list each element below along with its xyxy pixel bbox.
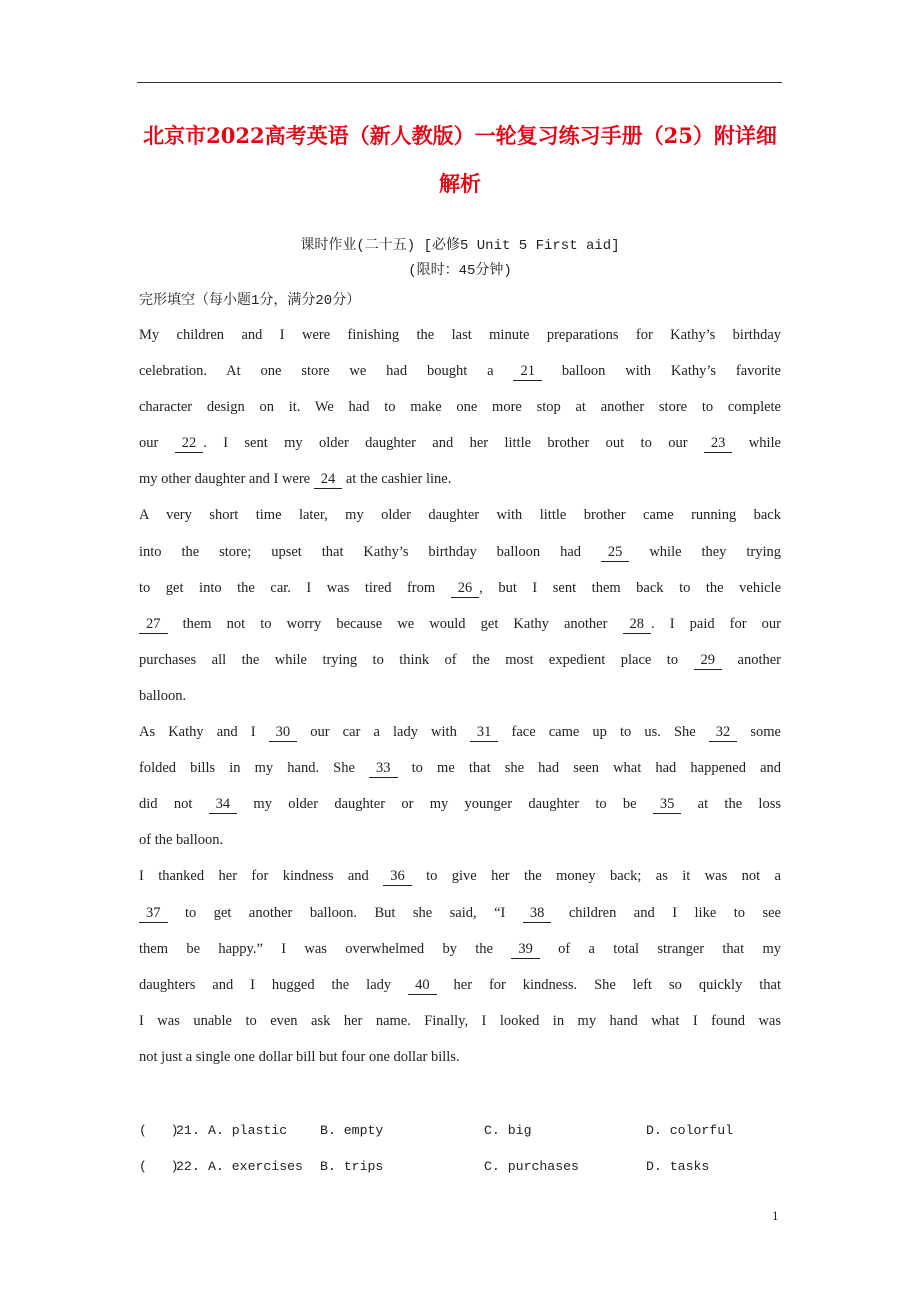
passage-text: my older daughter or my younger daughter to be (237, 796, 653, 813)
answer-blank-40: 40 (408, 976, 437, 995)
passage-text: while (732, 435, 781, 452)
passage-text: into the store; upset that Kathy’s birthday balloon had (139, 543, 601, 560)
question-22-number: 22. (176, 1159, 200, 1174)
answer-blank-30: 30 (269, 723, 298, 742)
question-21-option-d: D. colorful (646, 1123, 734, 1138)
passage-text: A very short time later, my older daughter with little brother came running back (139, 507, 781, 524)
passage-text: I thanked her for kindness and (139, 868, 384, 885)
passage-line (139, 865, 781, 901)
passage-line (139, 1046, 781, 1082)
passage-line (139, 974, 781, 1010)
passage-line (139, 685, 781, 721)
passage-text: to get into the car. I was tired from (139, 579, 451, 596)
passage-line (139, 938, 781, 974)
question-22-option-a: A. exercises (208, 1159, 303, 1174)
passage-text: while they trying (629, 543, 781, 560)
passage-text: celebration. At one store we had bought a (139, 363, 514, 380)
passage-text: purchases all the while trying to think of the most expedient place to (139, 651, 694, 668)
passage-line (139, 541, 781, 577)
cloze-passage (139, 324, 781, 1082)
passage-line (139, 649, 781, 685)
answer-blank-28: 28 (623, 615, 652, 634)
passage-line (139, 396, 781, 432)
question-21-answer-bracket: ( ) (139, 1123, 179, 1138)
passage-text: of the balloon. (139, 832, 224, 849)
passage-text: did not (139, 796, 209, 813)
question-21-option-c: C. big (484, 1123, 532, 1138)
answer-blank-22: 22 (175, 434, 204, 453)
passage-line (139, 902, 781, 938)
passage-text: another (722, 651, 781, 668)
answer-blank-26: 26 (451, 579, 480, 598)
answer-blank-39: 39 (511, 940, 540, 959)
answer-blank-38: 38 (523, 904, 552, 923)
answer-blank-31: 31 (470, 723, 499, 742)
passage-text: My children and I were finishing the last minute preparations for Kathy’s birthday (139, 327, 781, 343)
passage-line (139, 432, 781, 468)
section-label: 完形填空（每小题1分，满分20分） (139, 293, 361, 309)
passage-text: not just a single one dollar bill but four one dollar bills. (139, 1048, 460, 1065)
header-rule (137, 82, 782, 83)
answer-blank-21: 21 (513, 362, 542, 381)
answer-blank-27: 27 (139, 615, 168, 634)
question-22-answer-bracket: ( ) (139, 1159, 179, 1174)
passage-line (139, 360, 781, 396)
passage-line (139, 468, 781, 504)
question-21-number: 21. (176, 1123, 200, 1138)
answer-blank-32: 32 (709, 723, 738, 742)
passage-text: to give her the money back; as it was not a (411, 868, 781, 885)
passage-line (139, 1010, 781, 1046)
passage-text: our car a lady with (297, 724, 470, 741)
question-22-option-b: B. trips (320, 1159, 384, 1174)
answer-blank-34: 34 (209, 795, 238, 814)
time-limit: (限时：45分钟) (408, 263, 512, 279)
passage-text: daughters and I hugged the lady (139, 976, 409, 993)
answer-blank-37: 37 (139, 904, 168, 923)
answer-blank-35: 35 (653, 795, 682, 814)
passage-text: at the cashier line. (342, 471, 452, 488)
question-21-option-b: B. empty (320, 1123, 384, 1138)
lesson-subtitle: 课时作业(二十五) [必修5 Unit 5 First aid] (300, 238, 620, 254)
passage-text: some (737, 724, 781, 741)
question-row (139, 1121, 733, 1141)
passage-line (139, 613, 781, 649)
passage-text: children and I like to see (551, 904, 781, 921)
answer-blank-29: 29 (694, 651, 723, 670)
passage-text: our (139, 435, 175, 452)
question-22-option-c: C. purchases (484, 1159, 579, 1174)
passage-text: character design on it. We had to make one more stop at another store to complete (139, 399, 781, 416)
passage-line (139, 577, 781, 613)
passage-text: I was unable to even ask her name. Finally, I looked in my hand what I found was (139, 1012, 781, 1029)
question-21-option-a: A. plastic (208, 1123, 288, 1138)
passage-line (139, 829, 781, 865)
document-title-line-2: 解析 (439, 171, 481, 196)
passage-line (139, 721, 781, 757)
question-row (139, 1157, 709, 1177)
passage-text: . I sent my older daughter and her little brother out to our (203, 435, 704, 452)
passage-text: , but I sent them back to the vehicle (479, 579, 781, 596)
passage-line (139, 504, 781, 540)
answer-blank-25: 25 (601, 543, 630, 562)
passage-text: them be happy.” I was overwhelmed by the (139, 940, 512, 957)
passage-text: of a total stranger that my (539, 940, 781, 957)
document-title-line-1: 北京市2022高考英语（新人教版）一轮复习练习手册（25）附详细 (143, 123, 777, 148)
passage-text: As Kathy and I (139, 724, 269, 741)
passage-text: them not to worry because we would get Kathy another (167, 615, 623, 632)
passage-text: to me that she had seen what had happened and (397, 760, 782, 777)
answer-blank-36: 36 (383, 867, 412, 886)
passage-text: balloon with Kathy’s favorite (541, 363, 781, 380)
passage-text: face came up to us. She (498, 724, 709, 741)
passage-line (139, 757, 781, 793)
answer-blank-24: 24 (314, 470, 343, 489)
answer-blank-33: 33 (369, 759, 398, 778)
passage-text: at the loss (681, 796, 781, 813)
passage-text: her for kindness. She left so quickly that (436, 976, 781, 993)
passage-text: balloon. (139, 687, 187, 704)
passage-text: my other daughter and I were (139, 471, 314, 488)
answer-blank-23: 23 (704, 434, 733, 453)
passage-text: . I paid for our (651, 615, 781, 632)
passage-text: folded bills in my hand. She (139, 760, 370, 777)
passage-text: to get another balloon. But she said, “I (167, 904, 523, 921)
page-number: 1 (772, 1208, 779, 1223)
question-22-option-d: D. tasks (646, 1159, 710, 1174)
passage-line (139, 324, 781, 360)
passage-line (139, 793, 781, 829)
